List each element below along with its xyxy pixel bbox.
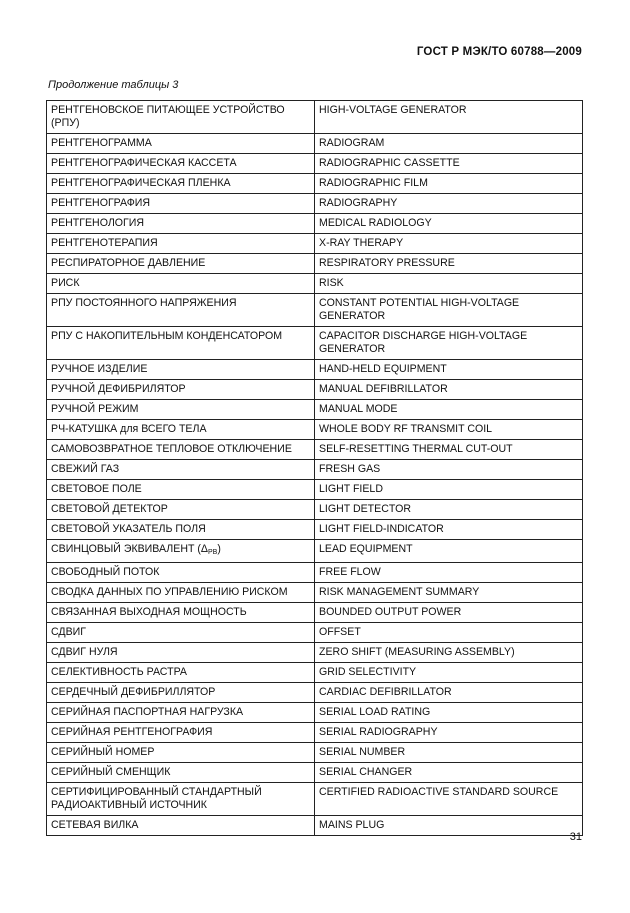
- table-row: [47, 500, 583, 520]
- term-russian: СДВИГ: [47, 623, 315, 643]
- term-english: RADIOGRAM: [315, 134, 583, 154]
- table-row: [47, 234, 583, 254]
- term-english: RISK: [315, 274, 583, 294]
- term-russian: РУЧНОЙ РЕЖИМ: [47, 400, 315, 420]
- term-russian: РЕНТГЕНОГРАФИЧЕСКАЯ ПЛЕНКА: [47, 174, 315, 194]
- table-caption: Продолжение таблицы 3: [48, 79, 179, 91]
- term-english: X-RAY THERAPY: [315, 234, 583, 254]
- table-row: [47, 327, 583, 360]
- term-table-body: [47, 101, 583, 836]
- term-russian: СВЕТОВОЙ ДЕТЕКТОР: [47, 500, 315, 520]
- table-row: [47, 563, 583, 583]
- term-russian: РЕНТГЕНОГРАММА: [47, 134, 315, 154]
- term-english: MANUAL MODE: [315, 400, 583, 420]
- page-number: 31: [569, 831, 582, 843]
- table-row: [47, 623, 583, 643]
- term-russian: СЕРДЕЧНЫЙ ДЕФИБРИЛЛЯТОР: [47, 683, 315, 703]
- term-russian: РЕСПИРАТОРНОЕ ДАВЛЕНИЕ: [47, 254, 315, 274]
- term-english: RADIOGRAPHIC CASSETTE: [315, 154, 583, 174]
- table-row: [47, 440, 583, 460]
- term-russian: РЕНТГЕНОЛОГИЯ: [47, 214, 315, 234]
- term-english: HAND-HELD EQUIPMENT: [315, 360, 583, 380]
- term-russian: СЕТЕВАЯ ВИЛКА: [47, 816, 315, 836]
- table-row: [47, 254, 583, 274]
- table-row: [47, 643, 583, 663]
- term-english: CERTIFIED RADIOACTIVE STANDARD SOURCE: [315, 783, 583, 816]
- table-row: [47, 703, 583, 723]
- term-russian: РЧ-КАТУШКА для ВСЕГО ТЕЛА: [47, 420, 315, 440]
- term-english: CAPACITOR DISCHARGE HIGH-VOLTAGE GENERATOR: [315, 327, 583, 360]
- term-russian: СДВИГ НУЛЯ: [47, 643, 315, 663]
- table-row: [47, 763, 583, 783]
- term-russian-text: СВИНЦОВЫЙ ЭКВИВАЛЕНТ (Δ: [51, 543, 208, 555]
- term-english: CARDIAC DEFIBRILLATOR: [315, 683, 583, 703]
- term-russian: [47, 540, 315, 563]
- term-english: SERIAL RADIOGRAPHY: [315, 723, 583, 743]
- term-english: SERIAL CHANGER: [315, 763, 583, 783]
- table-row: [47, 583, 583, 603]
- term-english: LEAD EQUIPMENT: [315, 540, 583, 563]
- term-russian: СЕЛЕКТИВНОСТЬ РАСТРА: [47, 663, 315, 683]
- term-russian: РЕНТГЕНОТЕРАПИЯ: [47, 234, 315, 254]
- term-english: CONSTANT POTENTIAL HIGH-VOLTAGE GENERATOR: [315, 294, 583, 327]
- table-row: [47, 360, 583, 380]
- table-row: [47, 194, 583, 214]
- term-english: RADIOGRAPHIC FILM: [315, 174, 583, 194]
- term-english: BOUNDED OUTPUT POWER: [315, 603, 583, 623]
- term-english: MANUAL DEFIBRILLATOR: [315, 380, 583, 400]
- table-row: [47, 400, 583, 420]
- term-russian: СВОБОДНЫЙ ПОТОК: [47, 563, 315, 583]
- term-english: ZERO SHIFT (MEASURING ASSEMBLY): [315, 643, 583, 663]
- table-row: [47, 294, 583, 327]
- table-row: [47, 540, 583, 563]
- term-russian: СВЕЖИЙ ГАЗ: [47, 460, 315, 480]
- term-russian: РПУ С НАКОПИТЕЛЬНЫМ КОНДЕНСАТОРОМ: [47, 327, 315, 360]
- table-row: [47, 663, 583, 683]
- table-row: [47, 683, 583, 703]
- term-english: MEDICAL RADIOLOGY: [315, 214, 583, 234]
- term-english: SELF-RESETTING THERMAL CUT-OUT: [315, 440, 583, 460]
- term-russian: САМОВОЗВРАТНОЕ ТЕПЛОВОЕ ОТКЛЮЧЕНИЕ: [47, 440, 315, 460]
- term-english: RADIOGRAPHY: [315, 194, 583, 214]
- table-row: [47, 174, 583, 194]
- term-english: WHOLE BODY RF TRANSMIT COIL: [315, 420, 583, 440]
- term-english: LIGHT DETECTOR: [315, 500, 583, 520]
- term-russian: РПУ ПОСТОЯННОГО НАПРЯЖЕНИЯ: [47, 294, 315, 327]
- term-english: RESPIRATORY PRESSURE: [315, 254, 583, 274]
- term-english: RISK MANAGEMENT SUMMARY: [315, 583, 583, 603]
- term-english: HIGH-VOLTAGE GENERATOR: [315, 101, 583, 134]
- term-russian: СЕРИЙНЫЙ НОМЕР: [47, 743, 315, 763]
- term-russian: СЕРИЙНЫЙ СМЕНЩИК: [47, 763, 315, 783]
- term-russian: РЕНТГЕНОГРАФИЯ: [47, 194, 315, 214]
- table-row: [47, 603, 583, 623]
- term-english: OFFSET: [315, 623, 583, 643]
- term-english: GRID SELECTIVITY: [315, 663, 583, 683]
- table-row: [47, 134, 583, 154]
- table-row: [47, 723, 583, 743]
- table-row: [47, 101, 583, 134]
- term-russian: РЕНТГЕНОГРАФИЧЕСКАЯ КАССЕТА: [47, 154, 315, 174]
- term-english: MAINS PLUG: [315, 816, 583, 836]
- table-row: [47, 214, 583, 234]
- term-russian: СЕРИЙНАЯ РЕНТГЕНОГРАФИЯ: [47, 723, 315, 743]
- term-english: LIGHT FIELD: [315, 480, 583, 500]
- term-english: LIGHT FIELD-INDICATOR: [315, 520, 583, 540]
- table-row: [47, 480, 583, 500]
- term-russian: СЕРТИФИЦИРОВАННЫЙ СТАНДАРТНЫЙ РАДИОАКТИВНЫЙ ИСТОЧНИК: [47, 783, 315, 816]
- term-russian: СВЕТОВОЙ УКАЗАТЕЛЬ ПОЛЯ: [47, 520, 315, 540]
- table-row: [47, 460, 583, 480]
- term-english: SERIAL LOAD RATING: [315, 703, 583, 723]
- document-header: ГОСТ Р МЭК/ТО 60788—2009: [416, 46, 582, 58]
- term-english: FRESH GAS: [315, 460, 583, 480]
- term-russian: РЕНТГЕНОВСКОЕ ПИТАЮЩЕЕ УСТРОЙСТВО (РПУ): [47, 101, 315, 134]
- table-row: [47, 743, 583, 763]
- term-table: [46, 100, 583, 836]
- table-row: [47, 520, 583, 540]
- table-row: [47, 783, 583, 816]
- term-russian: РИСК: [47, 274, 315, 294]
- term-russian-tail: ): [217, 543, 221, 555]
- table-row: [47, 380, 583, 400]
- term-english: SERIAL NUMBER: [315, 743, 583, 763]
- term-russian: СЕРИЙНАЯ ПАСПОРТНАЯ НАГРУЗКА: [47, 703, 315, 723]
- table-row: [47, 420, 583, 440]
- term-russian: РУЧНОЙ ДЕФИБРИЛЯТОР: [47, 380, 315, 400]
- term-russian: СВЕТОВОЕ ПОЛЕ: [47, 480, 315, 500]
- term-russian: СВОДКА ДАННЫХ ПО УПРАВЛЕНИЮ РИСКОМ: [47, 583, 315, 603]
- term-russian: РУЧНОЕ ИЗДЕЛИЕ: [47, 360, 315, 380]
- table-row: [47, 816, 583, 836]
- term-russian: СВЯЗАННАЯ ВЫХОДНАЯ МОЩНОСТЬ: [47, 603, 315, 623]
- term-russian-subscript: PB: [208, 549, 218, 556]
- term-english: FREE FLOW: [315, 563, 583, 583]
- table-row: [47, 274, 583, 294]
- table-row: [47, 154, 583, 174]
